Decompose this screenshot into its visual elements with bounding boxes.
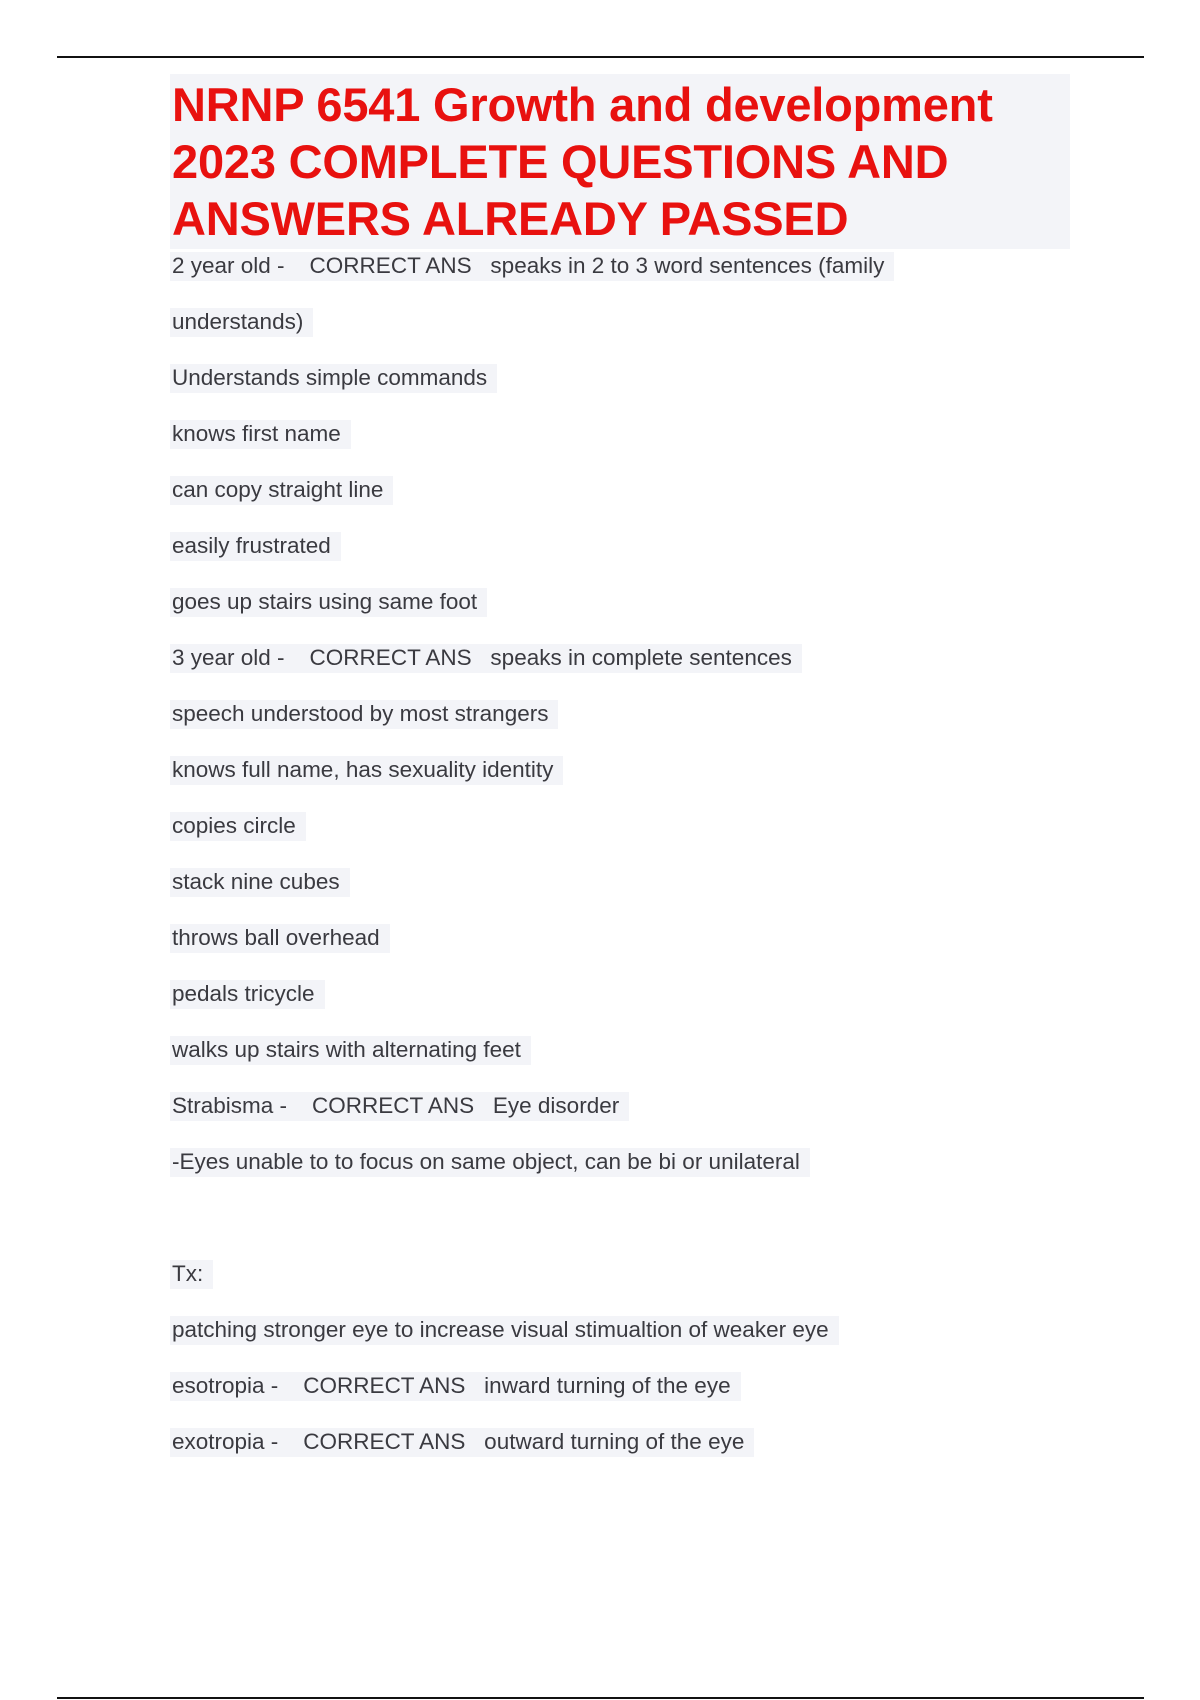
line-text: copies circle (170, 812, 306, 841)
line-text: can copy straight line (170, 476, 393, 505)
line-text: patching stronger eye to increase visual stimualtion of weaker eye (170, 1316, 839, 1345)
text-line (170, 365, 1070, 421)
line-text: esotropia - CORRECT ANS inward turning of the eye (170, 1372, 741, 1401)
title-line: NRNP 6541 Growth and development (172, 78, 993, 131)
document-title (170, 74, 1070, 249)
line-text: easily frustrated (170, 532, 341, 561)
text-line (170, 1093, 1070, 1149)
line-text: knows full name, has sexuality identity (170, 756, 563, 785)
line-text: understands) (170, 308, 313, 337)
text-line (170, 1429, 1070, 1485)
text-line (170, 701, 1070, 757)
text-line (170, 981, 1070, 1037)
line-text: Tx: (170, 1260, 213, 1289)
text-line (170, 813, 1070, 869)
line-text: pedals tricycle (170, 980, 325, 1009)
header-rule (57, 56, 1144, 58)
text-line (170, 589, 1070, 645)
line-text: Strabisma - CORRECT ANS Eye disorder (170, 1092, 629, 1121)
line-text: stack nine cubes (170, 868, 350, 897)
line-text: goes up stairs using same foot (170, 588, 487, 617)
line-text: -Eyes unable to to focus on same object, can be bi or unilateral (170, 1148, 810, 1177)
line-text: knows first name (170, 420, 351, 449)
text-line (170, 869, 1070, 925)
text-line (170, 757, 1070, 813)
text-line (170, 1149, 1070, 1205)
text-line (170, 253, 1070, 309)
text-line (170, 477, 1070, 533)
line-text: Understands simple commands (170, 364, 497, 393)
text-line (170, 1317, 1070, 1373)
text-line (170, 1373, 1070, 1429)
title-line: 2023 COMPLETE QUESTIONS AND (172, 135, 949, 188)
text-line (170, 309, 1070, 365)
line-text: walks up stairs with alternating feet (170, 1036, 531, 1065)
line-text: throws ball overhead (170, 924, 390, 953)
text-line (170, 645, 1070, 701)
blank-line (170, 1205, 1070, 1261)
line-text: exotropia - CORRECT ANS outward turning of the eye (170, 1428, 754, 1457)
text-line (170, 533, 1070, 589)
line-text: 3 year old - CORRECT ANS speaks in complete sentences (170, 644, 802, 673)
text-line (170, 925, 1070, 981)
document-body (170, 74, 1070, 1485)
line-text: speech understood by most strangers (170, 700, 558, 729)
text-line (170, 1261, 1070, 1317)
footer-rule (57, 1697, 1144, 1699)
text-line (170, 421, 1070, 477)
title-line: ANSWERS ALREADY PASSED (172, 192, 849, 245)
line-text: 2 year old - CORRECT ANS speaks in 2 to 3 word sentences (family (170, 252, 894, 281)
text-line (170, 1037, 1070, 1093)
